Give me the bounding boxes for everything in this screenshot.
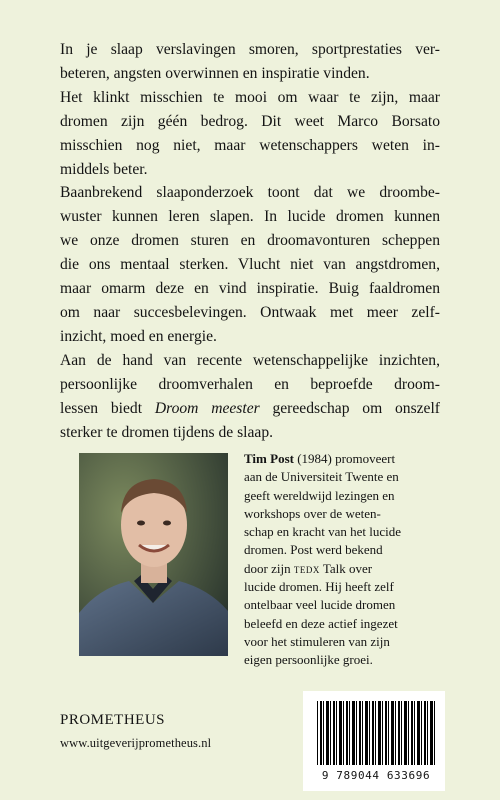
back-cover-blurb [60, 38, 440, 444]
text-run: lessen biedt [60, 399, 155, 417]
text-line: Aan de hand van recente wetenschappelijke inzichten, [60, 351, 440, 369]
text-line: dromen zijn géén bedrog. Dit weet Marco Borsato [60, 112, 440, 130]
text-line: maar omarm deze en vind inspiratie. Buig faaldromen [60, 280, 440, 298]
text-line: die ons mentaal sterken. Vlucht niet van angstdromen, [60, 256, 440, 274]
text-line: Het klinkt misschien te mooi om waar te zijn, maar [60, 88, 440, 106]
text-line: wuster kunnen leren slapen. In lucide dromen kunnen [60, 208, 440, 226]
text-run: door zijn [244, 560, 294, 576]
author-name: Tim Post [244, 451, 294, 466]
text-line: schap en kracht van het lucide [244, 524, 402, 540]
text-line: eigen persoonlijke groei. [244, 652, 373, 668]
isbn-barcode [303, 691, 445, 791]
publisher-logo: PROMETHEUS [60, 712, 166, 728]
barcode-bars [317, 701, 435, 765]
blurb-paragraph-1 [60, 38, 440, 86]
author-photo [79, 453, 228, 656]
text-line [60, 397, 440, 421]
text-line: dromen. Post werd bekend [244, 542, 383, 558]
text-run: Talk over [319, 560, 373, 576]
blurb-paragraph-3 [60, 181, 440, 348]
isbn-number: 9 789044 633696 [321, 769, 431, 782]
text-line: lucide dromen. Hij heeft zelf [244, 579, 394, 595]
text-line: ontelbaar veel lucide dromen [244, 597, 396, 613]
text-line: middels beter. [60, 160, 148, 178]
text-line: beteren, angsten overwinnen en inspiratie vinden. [60, 64, 370, 82]
text-line: om naar succesbelevingen. Ontwaak met meer zelf- [60, 303, 440, 321]
author-birth-year: (1984) [293, 451, 336, 466]
text-line: promoveert [335, 451, 396, 466]
author-portrait-illustration [79, 453, 228, 656]
text-line: we onze dromen sturen en droomavonturen scheppen [60, 232, 440, 250]
text-line: In je slaap verslavingen smoren, sportprestaties ver- [60, 41, 440, 58]
author-bio [244, 450, 440, 670]
text-line: voor het stimuleren van zijn [244, 633, 390, 649]
blurb-paragraph-2 [60, 86, 440, 182]
text-run: gereedschap om onszelf [259, 399, 441, 417]
text-line: misschien nog niet, maar wetenschappers weten in- [60, 136, 440, 154]
text-line: inzicht, moed en energie. [60, 327, 217, 345]
text-line: beleefd en deze actief ingezet [244, 615, 398, 631]
text-line: sterker te dromen tijdens de slaap. [60, 423, 274, 441]
text-line: aan de Universiteit Twente en [244, 469, 399, 485]
tedx-label: tedx [293, 560, 320, 576]
text-line: geeft wereldwijd lezingen en [244, 487, 395, 503]
blurb-paragraph-4 [60, 349, 440, 445]
text-line: Baanbrekend slaaponderzoek toont dat we droombe- [60, 184, 440, 202]
text-line: persoonlijke droomverhalen en beproefde droom- [60, 375, 440, 393]
publisher-url: www.uitgeverijprometheus.nl [60, 736, 212, 750]
book-title: Droom meester [154, 399, 260, 417]
author-bio-text [244, 450, 440, 670]
text-line: workshops over de weten- [244, 505, 381, 521]
